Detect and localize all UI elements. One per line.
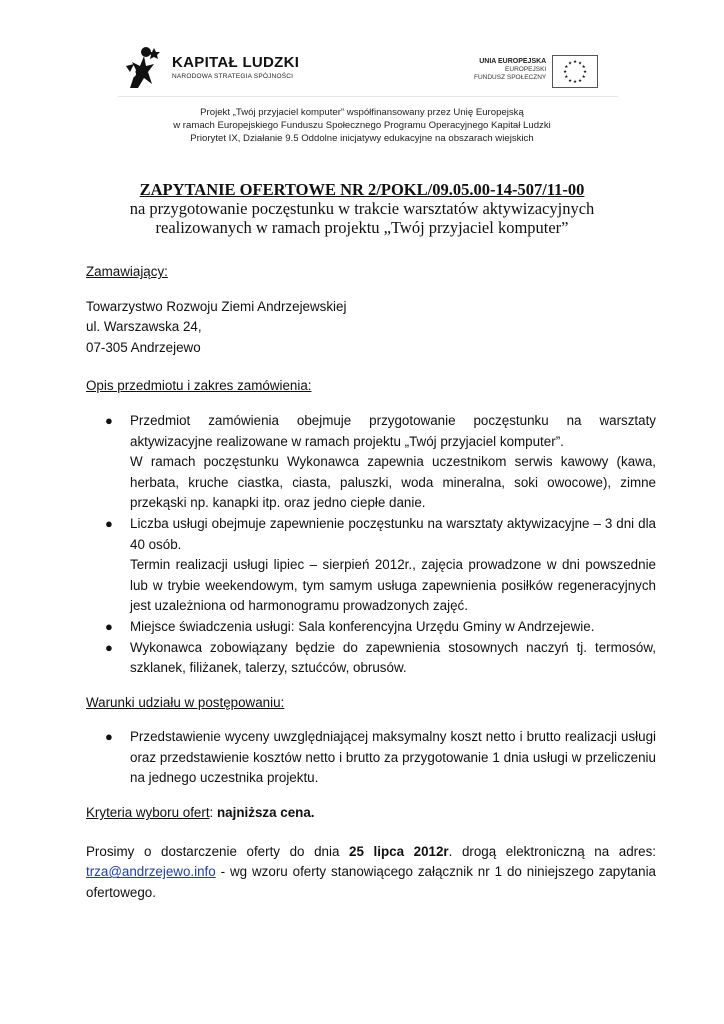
eu-star-icon: ★ xyxy=(581,64,586,70)
request-paragraph xyxy=(86,842,656,904)
criteria-colon: : xyxy=(209,805,217,821)
eu-star-icon: ★ xyxy=(583,69,588,75)
bullet-icon: ● xyxy=(105,729,113,745)
eu-logo-line3: FUNDUSZ SPOŁECZNY xyxy=(474,74,547,81)
bullet-icon: ● xyxy=(105,639,113,655)
ordering-street: ul. Warszawska 24, xyxy=(86,319,202,335)
eu-star-icon: ★ xyxy=(564,64,569,70)
eu-star-icon: ★ xyxy=(581,74,586,80)
eu-logo-line1: UNIA EUROPEJSKA xyxy=(479,58,547,65)
subject-heading: Opis przedmiotu i zakres zamówienia: xyxy=(86,378,312,394)
document-title-block xyxy=(0,180,724,237)
project-info-line: Projekt „Twój przyjaciel komputer” współfinansowany przez Unię Europejską xyxy=(200,107,524,118)
list-item xyxy=(86,727,656,789)
kapital-ludzki-title: KAPITAŁ LUDZKI xyxy=(172,53,300,71)
eu-star-icon: ★ xyxy=(568,77,573,83)
kapital-ludzki-emblem-icon xyxy=(124,44,164,90)
ordering-city: 07-305 Andrzejewo xyxy=(86,339,201,355)
request-text: . drogą elektroniczną na adres: xyxy=(448,843,656,859)
eu-star-icon: ★ xyxy=(563,69,568,75)
email-link[interactable]: trza@andrzejewo.info xyxy=(86,864,216,880)
request-text: - wg wzoru oferty stanowiącego załącznik nr 1 do niniejszego zapytania ofertowego. xyxy=(86,864,656,900)
document-title: ZAPYTANIE OFERTOWE NR 2/POKL/09.05.00-14-507/11-00 xyxy=(139,180,585,199)
eu-star-icon: ★ xyxy=(564,74,569,80)
list-item xyxy=(86,638,656,679)
list-item xyxy=(86,617,656,638)
list-item-text: Termin realizacji usługi lipiec – sierpień 2012r., zajęcia prowadzone w dni powszednie lub w trybie weekendowym, tym samym usługa zapewnienia posiłków regeneracyjnych jest uzależniona od harmonogramu prowadzonych zajęć. xyxy=(130,557,656,614)
project-info-line: Priorytet IX, Działanie 9.5 Oddolne inicjatywy edukacyjne na obszarach wiejskich xyxy=(190,133,534,144)
document-subtitle-line1: na przygotowanie poczęstunku w trakcie warsztatów aktywizacyjnych xyxy=(129,199,595,218)
ordering-name: Towarzystwo Rozwoju Ziemi Andrzejewskiej xyxy=(86,298,347,314)
project-info xyxy=(0,106,724,145)
list-item-text: Miejsce świadczenia usługi: Sala konferencyjna Urzędu Gminy w Andrzejewie. xyxy=(130,618,595,634)
list-item xyxy=(86,411,656,514)
list-item-text: Liczba usługi obejmuje zapewnienie poczęstunku na warsztaty aktywizacyjne – 3 dni dla 40 osób. xyxy=(130,515,656,552)
eu-star-icon: ★ xyxy=(573,59,578,65)
document-body xyxy=(86,262,656,903)
conditions-list xyxy=(86,727,656,789)
request-text: Prosimy o dostarczenie oferty do dnia xyxy=(86,843,350,859)
bullet-icon: ● xyxy=(105,412,113,428)
bullet-icon: ● xyxy=(105,515,113,531)
document-subtitle-line2: realizowanych w ramach projektu „Twój przyjaciel komputer” xyxy=(155,218,569,237)
header-divider xyxy=(118,96,618,97)
list-item-text: W ramach poczęstunku Wykonawca zapewnia uczestnikom serwis kawowy (kawa, herbata, kruche ciastka, ciasta, paluszki, woda mineralna, soki owocowe), zimne przekąski np. kanapki itp. oraz jedno ciepłe danie. xyxy=(130,454,656,511)
eu-logo xyxy=(474,55,598,88)
ordering-heading: Zamawiający: xyxy=(86,264,168,279)
eu-star-icon: ★ xyxy=(578,60,583,66)
bullet-icon: ● xyxy=(105,618,113,634)
list-item-text: Przedmiot zamówienia obejmuje przygotowanie poczęstunku na warsztaty aktywizacyjne realizowane w ramach projektu „Twój przyjaciel komputer”. xyxy=(130,412,656,449)
kapital-ludzki-logo xyxy=(124,44,299,90)
list-item-text: Przedstawienie wyceny uwzględniającej maksymalny koszt netto i brutto realizacji usługi oraz przedstawienie kosztów netto i brutto za przygotowanie 1 dnia usługi w przeliczeniu na jednego uczestnika projektu. xyxy=(130,729,656,786)
eu-star-icon: ★ xyxy=(568,60,573,66)
eu-star-icon: ★ xyxy=(573,79,578,85)
list-item xyxy=(86,514,656,617)
request-deadline: 25 lipca 2012r xyxy=(349,843,449,859)
conditions-heading: Warunki udziału w postępowaniu: xyxy=(86,694,285,710)
list-item-text: Wykonawca zobowiązany będzie do zapewnienia stosownych naczyń tj. termosów, szklanek, filiżanek, talerzy, sztućców, obrusów. xyxy=(130,639,656,676)
criteria-line xyxy=(86,803,656,824)
criteria-label: Kryteria wyboru ofert xyxy=(86,805,210,821)
eu-flag-icon xyxy=(552,55,598,88)
project-info-line: w ramach Europejskiego Funduszu Społecznego Programu Operacyjnego Kapitał Ludzki xyxy=(173,120,551,131)
subject-list xyxy=(86,411,656,679)
eu-logo-line2: EUROPEJSKI xyxy=(505,66,547,73)
eu-star-icon: ★ xyxy=(578,77,583,83)
kapital-ludzki-subtitle: NARODOWA STRATEGIA SPÓJNOŚCI xyxy=(172,72,294,80)
criteria-value: najniższa cena. xyxy=(217,805,315,821)
